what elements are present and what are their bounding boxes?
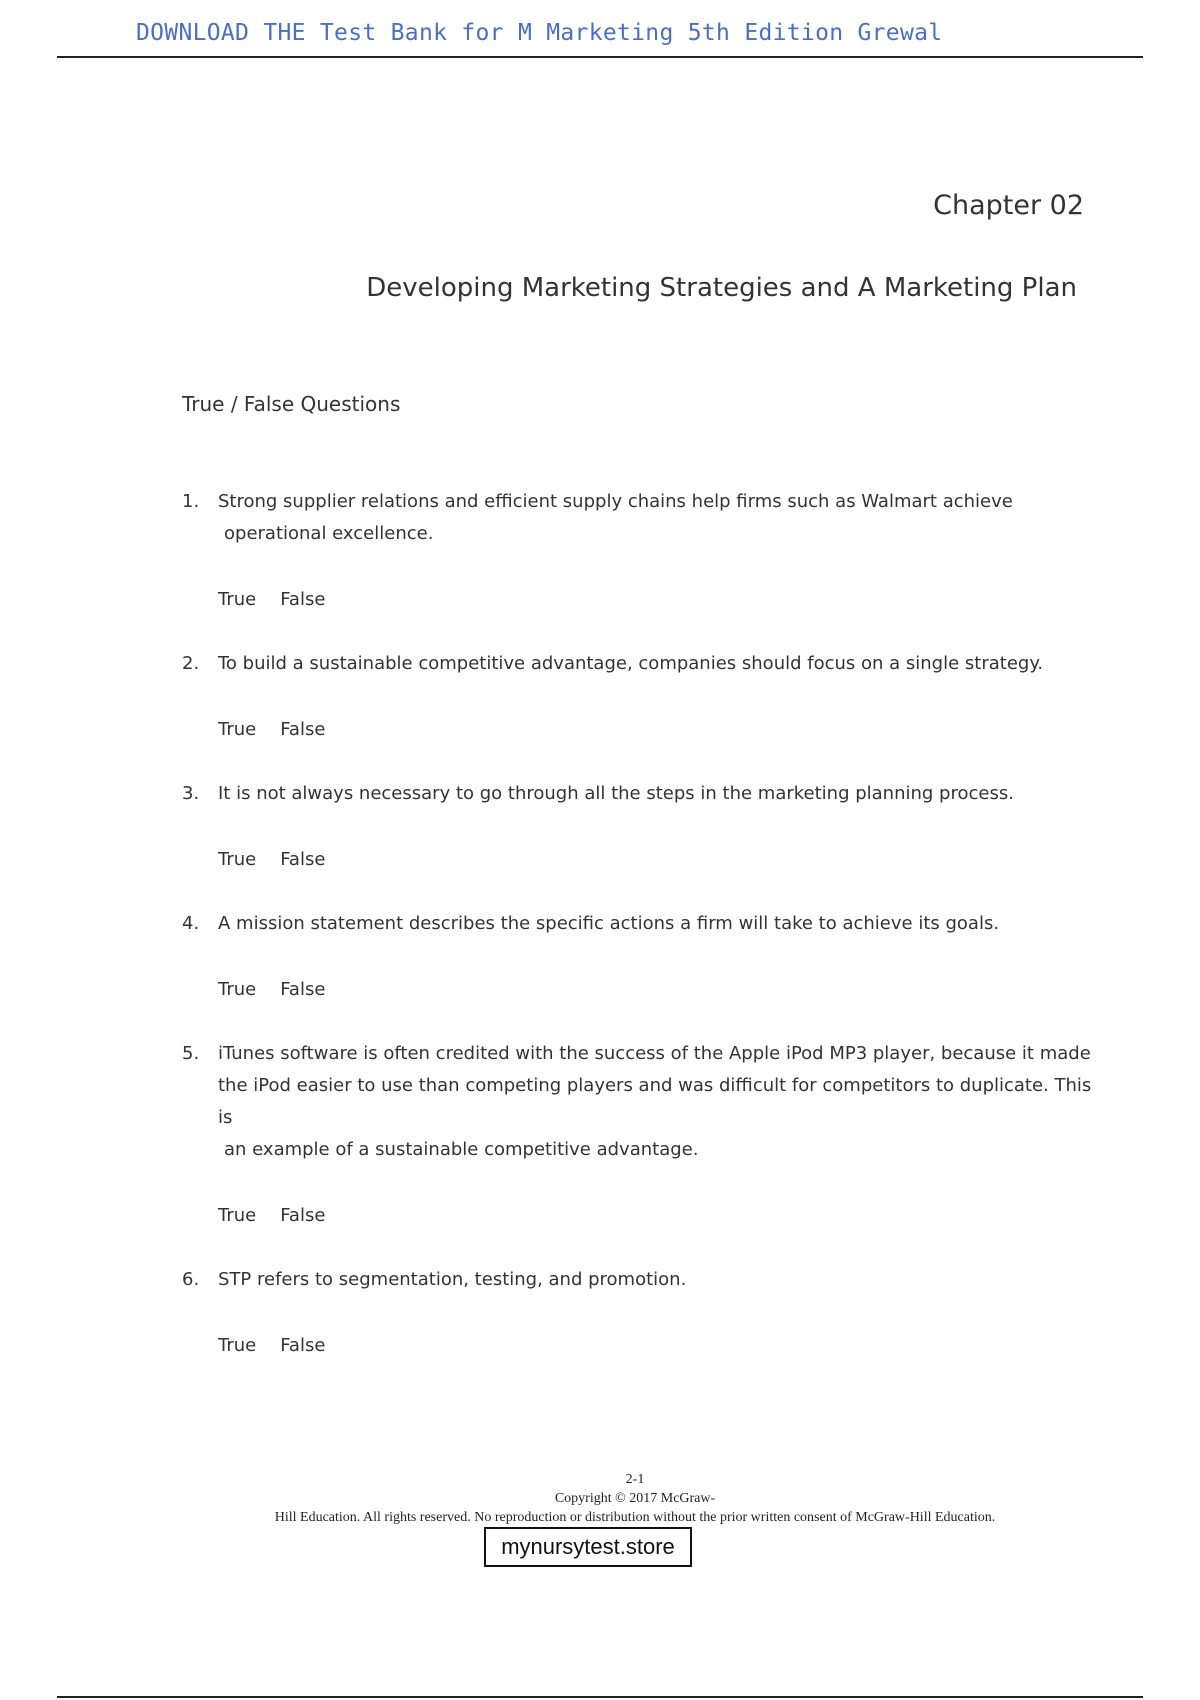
chapter-label: Chapter 02 xyxy=(933,190,1084,221)
answer-options xyxy=(218,844,1092,876)
question-5 xyxy=(182,1038,1092,1232)
question-number: 5. xyxy=(182,1043,200,1064)
question-number: 1. xyxy=(182,491,200,512)
question-text: iTunes software is often credited with the success of the Apple iPod MP3 player, because it made xyxy=(218,1043,1091,1064)
question-number: 3. xyxy=(182,783,200,804)
answer-options xyxy=(218,584,1092,616)
question-number: 2. xyxy=(182,653,200,674)
false-option: False xyxy=(280,979,326,1000)
header-rule xyxy=(57,56,1143,58)
question-3 xyxy=(182,778,1092,876)
copyright-line: Hill Education. All rights reserved. No reproduction or distribution without the prior written consent of McGraw-Hill Education. xyxy=(274,1510,996,1525)
question-4 xyxy=(182,908,1092,1006)
false-option: False xyxy=(280,589,326,610)
answer-options xyxy=(218,714,1092,746)
true-option: True xyxy=(218,1335,257,1356)
true-option: True xyxy=(218,1205,257,1226)
false-option: False xyxy=(280,1335,326,1356)
question-text: STP refers to segmentation, testing, and promotion. xyxy=(218,1269,687,1290)
page-number: 2-1 xyxy=(625,1472,645,1487)
question-number: 6. xyxy=(182,1269,200,1290)
header-banner: DOWNLOAD THE Test Bank for M Marketing 5th Edition Grewal xyxy=(136,20,943,46)
question-number: 4. xyxy=(182,913,200,934)
false-option: False xyxy=(280,719,326,740)
true-option: True xyxy=(218,849,257,870)
question-text: an example of a sustainable competitive advantage. xyxy=(224,1139,699,1160)
question-list xyxy=(182,486,1092,1362)
question-text: operational excellence. xyxy=(224,523,434,544)
page-footer xyxy=(180,1470,1090,1527)
false-option: False xyxy=(280,849,326,870)
answer-options xyxy=(218,1330,1092,1362)
question-text: It is not always necessary to go through all the steps in the marketing planning process. xyxy=(218,783,1014,804)
question-1 xyxy=(182,486,1092,616)
watermark-stamp: mynursytest.store xyxy=(484,1527,692,1567)
question-text: the iPod easier to use than competing players and was difficult for competitors to duplicate. This is xyxy=(218,1075,1092,1128)
answer-options xyxy=(218,974,1092,1006)
true-option: True xyxy=(218,589,257,610)
answer-options xyxy=(218,1200,1092,1232)
question-text: A mission statement describes the specific actions a firm will take to achieve its goals. xyxy=(218,913,1000,934)
true-option: True xyxy=(218,979,257,1000)
false-option: False xyxy=(280,1205,326,1226)
question-2 xyxy=(182,648,1092,746)
question-text: To build a sustainable competitive advantage, companies should focus on a single strategy. xyxy=(218,653,1044,674)
copyright-line: Copyright © 2017 McGraw- xyxy=(554,1491,716,1506)
question-text: Strong supplier relations and efficient supply chains help firms such as Walmart achieve xyxy=(218,491,1013,512)
document-title: Developing Marketing Strategies and A Marketing Plan xyxy=(366,273,1077,303)
question-6 xyxy=(182,1264,1092,1362)
section-heading: True / False Questions xyxy=(182,392,401,416)
true-option: True xyxy=(218,719,257,740)
footer-rule xyxy=(57,1696,1143,1698)
